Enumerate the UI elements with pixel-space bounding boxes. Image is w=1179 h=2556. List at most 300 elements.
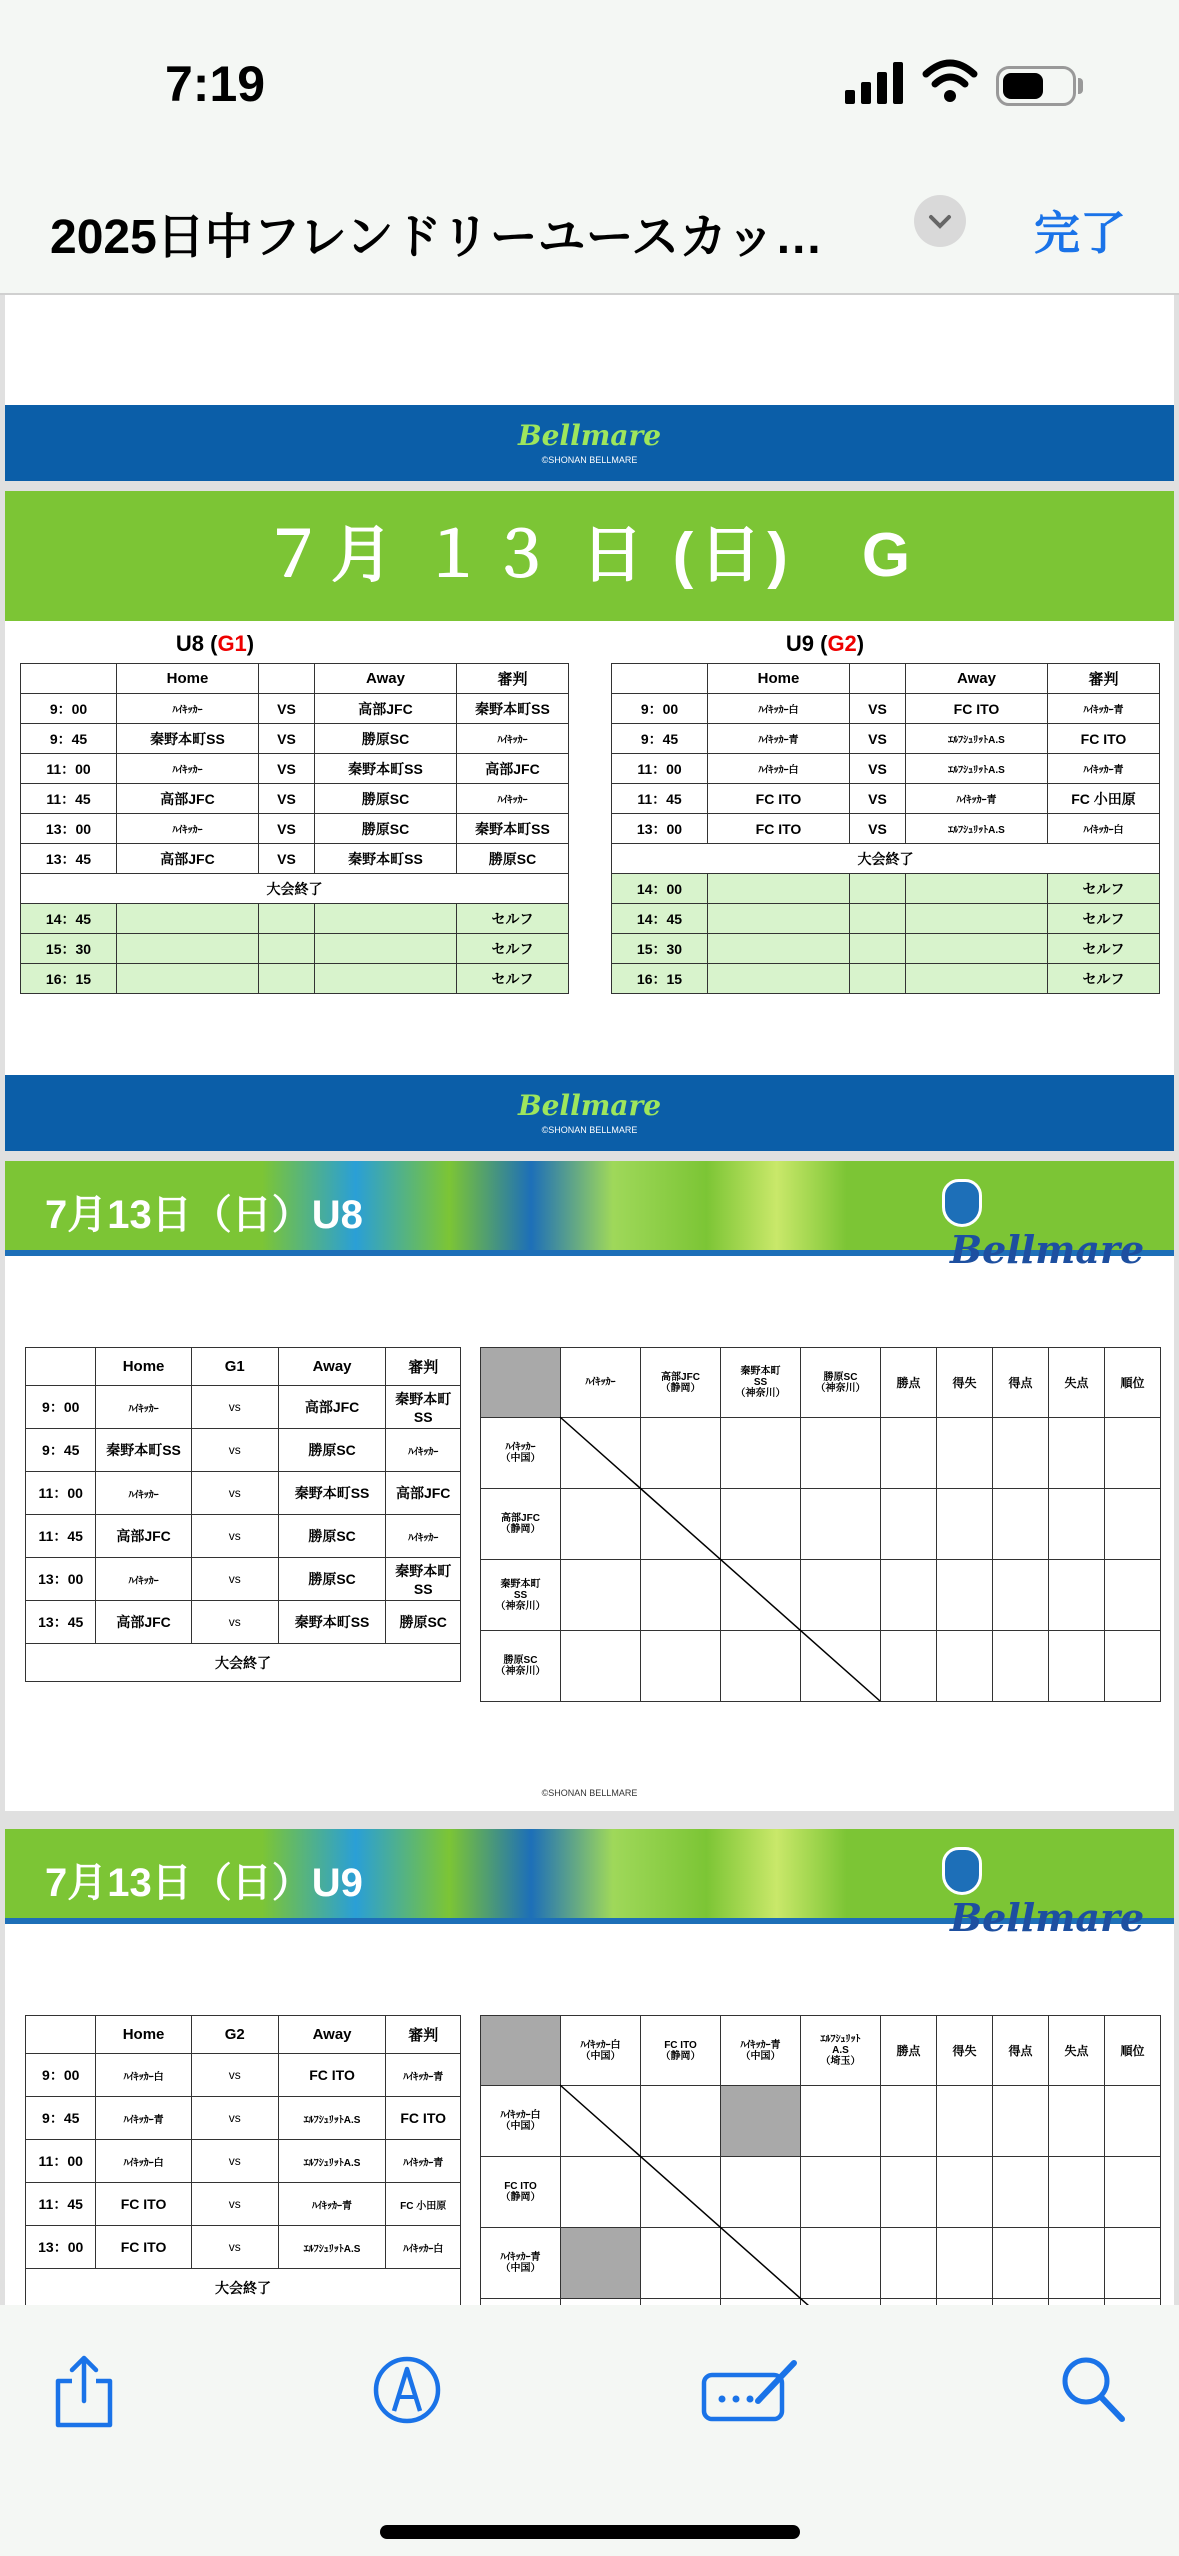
column-header: Away [906,664,1048,694]
stat-header: 得失 [937,2016,993,2086]
table-cell: 高部JFC [386,1472,461,1515]
table-cell: ﾊｲｷｯｶｰ白 [386,2226,461,2269]
empty-cell [906,904,1048,934]
column-header: Home [708,664,850,694]
team-header: ﾊｲｷｯｶｰ [561,1348,641,1418]
table-row [612,784,1160,814]
score-cell [1105,1631,1161,1702]
page-heading: 7月13日（日）U8 [45,1193,363,1237]
self-row [612,934,1160,964]
document-title[interactable]: 2025日中フレンドリーユースカッ… [50,211,823,264]
empty-cell [906,964,1048,994]
empty-cell [708,934,850,964]
table-cell: 勝原SC [278,1515,386,1558]
home-indicator[interactable] [380,2525,800,2539]
table-cell: VS [259,694,315,724]
table-cell: ｴﾙﾌｼｭﾘｯﾄA.S [278,2226,386,2269]
table-cell: vs [191,1472,278,1515]
table-cell: 秦野本町SS [278,1472,386,1515]
table-row [612,694,1160,724]
table-cell: vs [191,2183,278,2226]
score-cell [1049,1631,1105,1702]
page-header-banner [5,1829,1174,1940]
column-header [612,664,708,694]
table-cell: ﾊｲｷｯｶｰ青 [278,2183,386,2226]
table-cell: ﾊｲｷｯｶｰ白 [96,2054,191,2097]
score-cell [1105,2228,1161,2299]
table-cell: 秦野本町SS [278,1601,386,1644]
time-cell: 15：30 [612,934,708,964]
table-cell: 11：00 [21,754,117,784]
table-row [21,724,569,754]
table-cell: 高部JFC [117,784,259,814]
table-cell: 高部JFC [96,1515,191,1558]
table-row [612,724,1160,754]
table-cell: FC ITO [906,694,1048,724]
table-cell: 秦野本町SS [386,1386,461,1429]
column-header: 審判 [457,664,569,694]
empty-cell [315,904,457,934]
time-cell: 15：30 [21,934,117,964]
score-cell [937,2086,993,2157]
empty-cell [315,964,457,994]
score-cell [1105,1560,1161,1631]
table-cell: vs [191,1386,278,1429]
column-header: 審判 [386,2016,461,2054]
team-header: ｴﾙﾌｼｭﾘｯﾄ A.S （埼玉） [801,2016,881,2086]
cellular-signal-icon [845,62,907,104]
table-cell: 秦野本町SS [315,754,457,784]
header-row [26,2016,461,2054]
time-cell: 16：15 [612,964,708,994]
score-cell [993,2228,1049,2299]
referee-cell: セルフ [1048,934,1160,964]
score-cell [937,1631,993,1702]
page-2 [5,491,1174,1151]
u8-match-table [25,1347,461,1682]
table-row [26,1601,461,1644]
table-cell: 11：45 [612,784,708,814]
table-cell: 高部JFC [117,844,259,874]
score-cell [881,2228,937,2299]
table-cell: 13：45 [26,1601,96,1644]
empty-cell [708,964,850,994]
table-cell: VS [850,784,906,814]
share-icon[interactable] [52,2355,116,2429]
score-cell [881,1489,937,1560]
score-cell [1049,2157,1105,2228]
score-cell [1105,2157,1161,2228]
table-cell: FC ITO [708,784,850,814]
table-cell: ｴﾙﾌｼｭﾘｯﾄA.S [906,724,1048,754]
diagonal-line [560,1417,880,1701]
header-row [26,1348,461,1386]
table-cell: vs [191,2054,278,2097]
done-button[interactable]: 完了 [1034,207,1126,259]
column-header [259,664,315,694]
team-header: ﾊｲｷｯｶｰ青 （中国） [721,2016,801,2086]
score-cell [1105,1418,1161,1489]
stat-header: 順位 [1105,1348,1161,1418]
empty-cell [906,874,1048,904]
table-cell: VS [850,754,906,784]
table-cell: ﾊｲｷｯｶｰ [96,1386,191,1429]
team-header: ﾊｲｷｯｶｰ白 （中国） [561,2016,641,2086]
table-cell: 秦野本町SS [457,694,569,724]
corner-cell [481,1348,561,1418]
empty-cell [259,904,315,934]
team-header: 高部JFC （静岡） [641,1348,721,1418]
table-cell: 秦野本町SS [315,844,457,874]
table-cell: VS [850,814,906,844]
table-cell: 勝原SC [315,784,457,814]
empty-cell [906,934,1048,964]
table-cell: 13：00 [612,814,708,844]
table-cell: FC 小田原 [1048,784,1160,814]
table-row [26,2097,461,2140]
table-cell: ﾊｲｷｯｶｰ [96,1472,191,1515]
table-cell: FC ITO [386,2097,461,2140]
stat-header: 順位 [1105,2016,1161,2086]
column-header: G1 [191,1348,278,1386]
table-cell: VS [259,844,315,874]
table-row [21,784,569,814]
table-cell: ｴﾙﾌｼｭﾘｯﾄA.S [906,814,1048,844]
stat-header: 得点 [993,2016,1049,2086]
table-cell: 勝原SC [386,1601,461,1644]
table-cell: 11：45 [26,1515,96,1558]
table-cell: ﾊｲｷｯｶｰ白 [708,694,850,724]
table-row [612,814,1160,844]
table-cell: VS [850,724,906,754]
table-row [26,2226,461,2269]
table-cell: 9：45 [612,724,708,754]
score-cell [1049,1418,1105,1489]
table-cell: vs [191,1558,278,1601]
table-cell: ﾊｲｷｯｶｰ [117,754,259,784]
table-cell: ﾊｲｷｯｶｰ青 [1048,694,1160,724]
score-cell [993,1489,1049,1560]
clock: 7:19 [165,56,266,112]
table-row [21,694,569,724]
corner-cell [481,2016,561,2086]
table-cell: ﾊｲｷｯｶｰ [117,814,259,844]
end-cell: 大会終了 [26,1644,461,1682]
stat-header: 得点 [993,1348,1049,1418]
table-cell: ﾊｲｷｯｶｰ青 [708,724,850,754]
referee-cell: セルフ [457,964,569,994]
page-4 [5,1829,1174,2309]
column-header: 審判 [1048,664,1160,694]
u9-schedule-table [611,663,1160,994]
table-cell: 勝原SC [278,1429,386,1472]
bellmare-logo: Bellmare ©SHONAN BELLMARE [517,1089,662,1135]
search-icon[interactable] [1060,2355,1126,2425]
table-cell: FC ITO [278,2054,386,2097]
footer-band [5,1075,1174,1151]
score-cell [993,2086,1049,2157]
end-cell: 大会終了 [26,2269,461,2307]
score-cell [937,2228,993,2299]
wifi-icon [922,58,978,104]
table-cell: vs [191,1601,278,1644]
u8-title: U8 (G1) [175,631,255,656]
score-cell [937,1489,993,1560]
score-cell [993,1631,1049,1702]
team-header: 勝原SC （神奈川） [801,1348,881,1418]
navigation-bar [0,170,1179,295]
score-cell [1105,2086,1161,2157]
referee-cell: セルフ [457,904,569,934]
end-row [612,844,1160,874]
referee-cell: セルフ [1048,964,1160,994]
table-cell: 11：00 [26,2140,96,2183]
table-cell: FC 小田原 [386,2183,461,2226]
stat-header: 失点 [1049,2016,1105,2086]
bellmare-emblem-icon [942,1847,982,1895]
team-name: ﾊｲｷｯｶｰ （中国） [481,1418,561,1489]
team-name: 秦野本町 SS （神奈川） [481,1560,561,1631]
table-cell: 11：45 [21,784,117,814]
score-cell [1049,1560,1105,1631]
copyright-text: ©SHONAN BELLMARE [541,1788,638,1798]
referee-cell: セルフ [457,934,569,964]
footer-band [5,405,1174,481]
battery-cap [1078,78,1083,94]
table-cell: VS [259,814,315,844]
header-row [21,664,569,694]
score-cell [937,1418,993,1489]
score-cell [993,2157,1049,2228]
team-name: ﾊｲｷｯｶｰ白 （中国） [481,2086,561,2157]
table-cell: 11：00 [26,1472,96,1515]
self-row [21,904,569,934]
table-cell: FC ITO [96,2183,191,2226]
chevron-down-icon [914,195,966,247]
table-cell: ｴﾙﾌｼｭﾘｯﾄA.S [278,2097,386,2140]
table-cell: ﾊｲｷｯｶｰ [117,694,259,724]
title-menu-button[interactable] [914,195,966,247]
table-cell: 秦野本町SS [117,724,259,754]
table-cell: 9：00 [26,2054,96,2097]
score-cell [937,1560,993,1631]
score-cell [881,1560,937,1631]
table-cell: VS [259,724,315,754]
end-cell: 大会終了 [21,874,569,904]
table-cell: FC ITO [96,2226,191,2269]
time-cell: 14：45 [21,904,117,934]
table-cell: ﾊｲｷｯｶｰ白 [96,2140,191,2183]
time-cell: 14：45 [612,904,708,934]
table-cell: vs [191,2097,278,2140]
self-row [612,904,1160,934]
table-cell: 13：45 [21,844,117,874]
stat-header: 勝点 [881,2016,937,2086]
column-header: Away [315,664,457,694]
stat-header: 得失 [937,1348,993,1418]
header-row [481,2016,1161,2086]
table-cell: 9：00 [26,1386,96,1429]
annotate-icon[interactable] [700,2355,800,2425]
table-row [21,844,569,874]
empty-cell [850,874,906,904]
page-heading: 7月13日（日）U9 [45,1861,363,1905]
bottom-toolbar [0,2305,1179,2556]
header-row [612,664,1160,694]
table-cell: 秦野本町SS [457,814,569,844]
table-row [26,2183,461,2226]
bellmare-logo: Bellmare ©SHONAN BELLMARE [517,419,662,465]
team-name: ﾊｲｷｯｶｰ青 （中国） [481,2228,561,2299]
table-cell: VS [850,694,906,724]
table-cell: 勝原SC [315,724,457,754]
table-cell: ｴﾙﾌｼｭﾘｯﾄA.S [278,2140,386,2183]
empty-cell [117,964,259,994]
u9-title: U9 (G2) [785,631,865,656]
team-name: FC ITO （静岡） [481,2157,561,2228]
score-cell [993,1560,1049,1631]
table-cell: ﾊｲｷｯｶｰ青 [386,2054,461,2097]
page-heading: ７月 １３ 日 (日) G [5,491,1174,621]
table-row [26,2140,461,2183]
table-cell: 13：00 [26,1558,96,1601]
table-cell: ﾊｲｷｯｶｰ白 [708,754,850,784]
self-row [21,934,569,964]
score-cell [993,1418,1049,1489]
score-cell [1105,1489,1161,1560]
table-cell: 9：00 [21,694,117,724]
table-row [21,754,569,784]
bellmare-logo: Bellmare [942,1847,1174,1940]
table-cell: 9：45 [26,1429,96,1472]
table-cell: ﾊｲｷｯｶｰ [386,1429,461,1472]
table-cell: 13：00 [26,2226,96,2269]
table-row [26,1386,461,1429]
score-cell [1049,2086,1105,2157]
table-cell: 高部JFC [315,694,457,724]
referee-cell: セルフ [1048,904,1160,934]
table-cell: ﾊｲｷｯｶｰ [96,1558,191,1601]
table-row [26,1515,461,1558]
bellmare-logo: Bellmare [942,1179,1174,1272]
empty-cell [850,964,906,994]
empty-cell [708,904,850,934]
time-cell: 16：15 [21,964,117,994]
table-cell: vs [191,1515,278,1558]
table-cell: 高部JFC [457,754,569,784]
score-cell [881,1418,937,1489]
column-header [21,664,117,694]
table-cell: 勝原SC [457,844,569,874]
self-row [612,964,1160,994]
score-cell [1049,1489,1105,1560]
page-1 [5,295,1174,481]
table-cell: 13：00 [21,814,117,844]
table-cell: VS [259,784,315,814]
table-cell: 秦野本町SS [386,1558,461,1601]
team-header: FC ITO （静岡） [641,2016,721,2086]
table-cell: vs [191,2226,278,2269]
table-cell: VS [259,754,315,784]
table-cell: 高部JFC [278,1386,386,1429]
table-cell: vs [191,2140,278,2183]
empty-cell [117,934,259,964]
table-row [612,754,1160,784]
empty-cell [117,904,259,934]
team-name: 高部JFC （静岡） [481,1489,561,1560]
score-cell [881,1631,937,1702]
table-cell: FC ITO [708,814,850,844]
stat-header: 失点 [1049,1348,1105,1418]
score-cell [881,2086,937,2157]
team-header: 秦野本町 SS （神奈川） [721,1348,801,1418]
empty-cell [259,964,315,994]
table-cell: vs [191,1429,278,1472]
column-header [26,2016,96,2054]
table-row [26,2054,461,2097]
table-cell: FC ITO [1048,724,1160,754]
bellmare-emblem-icon [942,1179,982,1227]
header-row [481,1348,1161,1418]
table-cell: 勝原SC [315,814,457,844]
table-row [26,1429,461,1472]
column-header: Home [96,2016,191,2054]
end-row [21,874,569,904]
column-header [850,664,906,694]
table-cell: ﾊｲｷｯｶｰ白 [1048,814,1160,844]
table-cell: 11：45 [26,2183,96,2226]
column-header: Away [278,2016,386,2054]
table-cell: ﾊｲｷｯｶｰ青 [386,2140,461,2183]
u8-schedule-table [20,663,569,994]
table-cell: ﾊｲｷｯｶｰ青 [906,784,1048,814]
table-cell: ﾊｲｷｯｶｰ青 [96,2097,191,2140]
column-header: 審判 [386,1348,461,1386]
time-cell: 14：00 [612,874,708,904]
column-header: Home [117,664,259,694]
status-bar [0,0,1179,170]
end-row [26,1644,461,1682]
markup-icon[interactable] [372,2355,442,2425]
page-header-banner [5,1161,1174,1272]
u9-match-table [25,2015,461,2307]
column-header: Home [96,1348,191,1386]
score-cell [937,2157,993,2228]
self-row [612,874,1160,904]
table-cell: 秦野本町SS [96,1429,191,1472]
table-cell: ﾊｲｷｯｶｰ [457,784,569,814]
end-cell: 大会終了 [612,844,1160,874]
team-name: 勝原SC （神奈川） [481,1631,561,1702]
score-cell [1049,2228,1105,2299]
table-cell: ﾊｲｷｯｶｰ [386,1515,461,1558]
table-cell: 9：45 [26,2097,96,2140]
empty-cell [259,934,315,964]
referee-cell: セルフ [1048,874,1160,904]
page-3 [5,1161,1174,1811]
stat-header: 勝点 [881,1348,937,1418]
column-header [26,1348,96,1386]
end-row [26,2269,461,2307]
empty-cell [708,874,850,904]
table-cell: ﾊｲｷｯｶｰ [457,724,569,754]
table-cell: ﾊｲｷｯｶｰ青 [1048,754,1160,784]
empty-cell [315,934,457,964]
document-viewer[interactable] [0,295,1179,2305]
empty-cell [850,904,906,934]
table-cell: ｴﾙﾌｼｭﾘｯﾄA.S [906,754,1048,784]
column-header: G2 [191,2016,278,2054]
